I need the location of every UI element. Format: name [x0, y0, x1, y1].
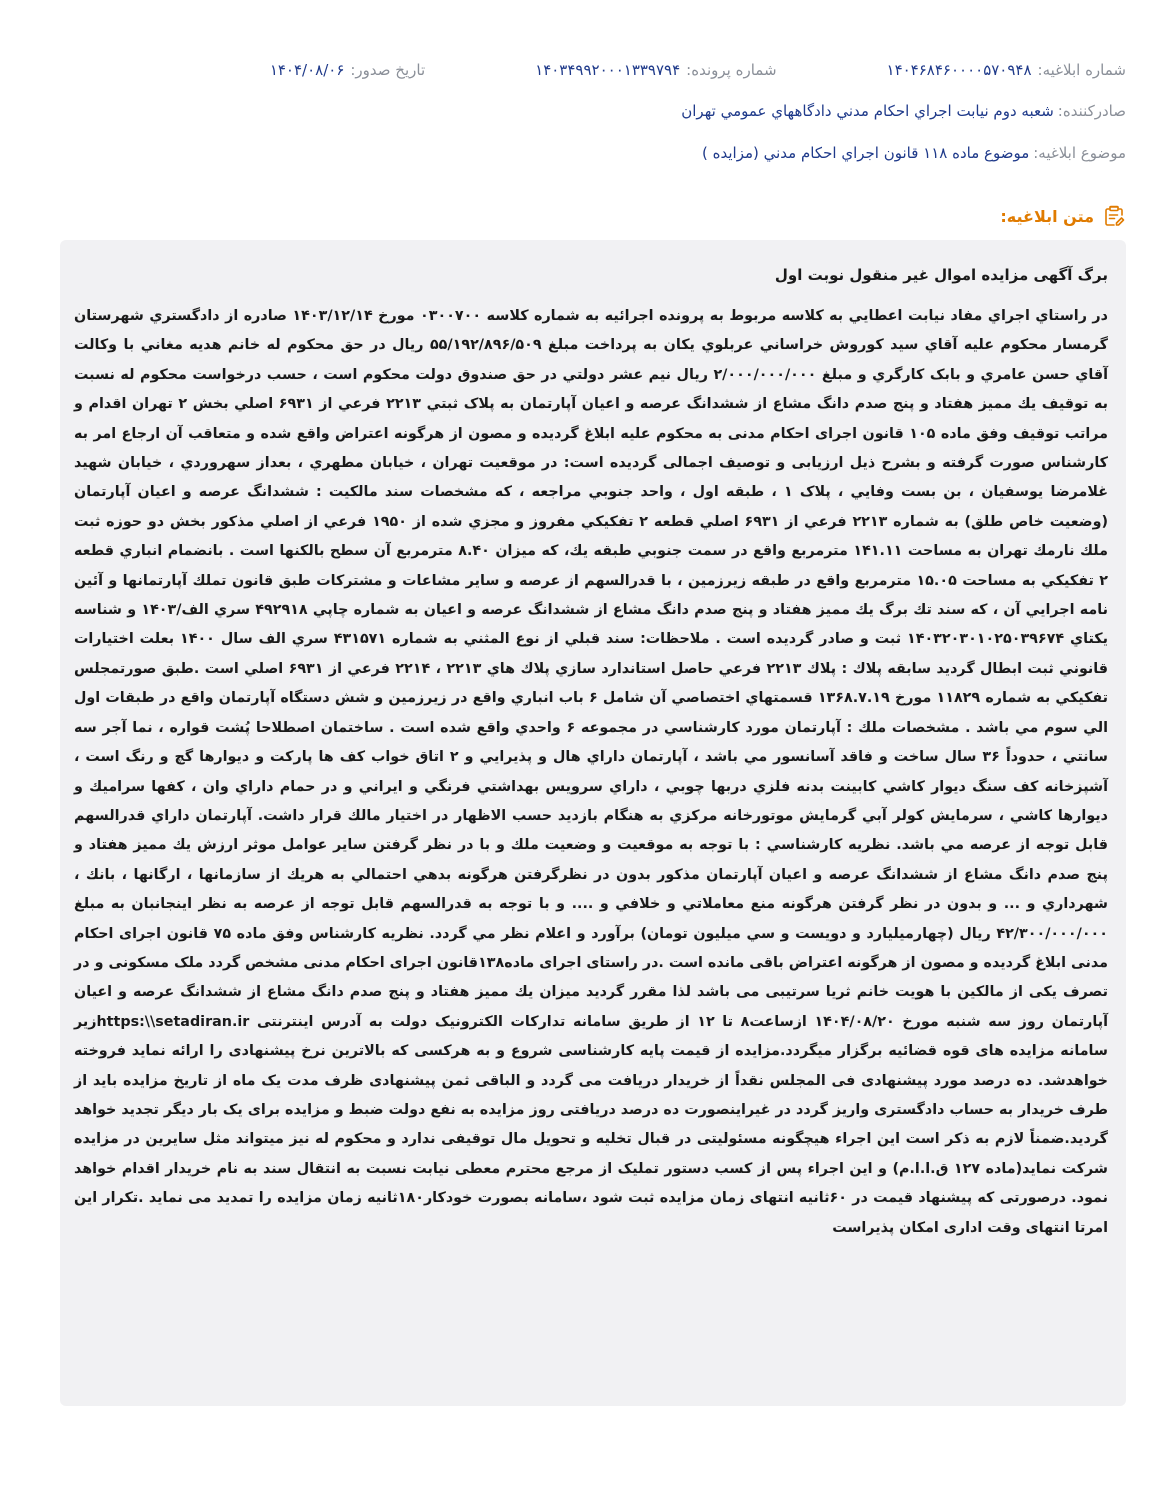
case-number	[535, 61, 776, 79]
notice-number	[887, 61, 1126, 79]
issuer-value: شعبه دوم نيابت اجراي احکام مدني دادگاههاي عمومي تهران	[681, 102, 1054, 120]
notice-number-value: ۱۴۰۴۶۸۴۶۰۰۰۰۵۷۰۹۴۸	[886, 61, 1032, 79]
case-number-value: ۱۴۰۳۴۹۹۲۰۰۰۱۳۳۹۷۹۴	[535, 61, 681, 79]
notice-number-label: شماره ابلاغیه:	[1037, 61, 1126, 79]
document-title: برگ آگهی مزايده اموال غير منقول نوبت اول	[774, 266, 1108, 284]
notice-text-heading-label: متن ابلاغیه:	[1000, 206, 1094, 226]
notice-meta-row	[48, 56, 1126, 84]
subject-label: موضوع ابلاغیه:	[1033, 144, 1126, 162]
subject-row	[48, 139, 1126, 167]
issuer-row	[48, 97, 1126, 125]
case-number-label: شماره پرونده:	[686, 61, 777, 79]
subject-value: موضوع ماده ۱۱۸ قانون اجراي احکام مدني (مزايده )	[702, 144, 1030, 162]
notice-text-box	[60, 240, 1126, 1406]
issue-date-value: ۱۴۰۴/۰۸/۰۶	[269, 61, 345, 79]
issue-date-label: تاریخ صدور:	[350, 61, 426, 79]
issue-date	[270, 61, 425, 79]
document-body: در راستاي اجراي مفاد نيابت اعطايي به کلاسه مربوط به پرونده اجرائيه به شماره کلاسه ۰۳۰۰۷۰۰ مورخ ۱۴۰۳/۱۲/۱۴ صادره از دادگستري شهرستان گرمسار محکوم عليه آقاي سيد کوروش خراساني عربلوي يکان به پرداخت مبلغ ۵۵/۱۹۲/۸۹۶/۵۰۹ ريال در حق محکوم له خانم هديه مغاني با وکالت آقاي حسن عامري و بابک کارگري و مبلغ ۲/۰۰۰/۰۰۰/۰۰۰ ريال نيم عشر دولتي در حق صندوق دولت محکوم است ، حسب درخواست محکوم له نسبت به توقيف يك مميز هفتاد و پنج صدم دانگ مشاع از ششدانگ عرصه و اعيان آپارتمان به پلاک ثبتي ۲۲۱۳ فرعي از ۶۹۳۱ اصلي بخش ۲ تهران اقدام و مراتب توقيف وفق ماده ۱۰۵ قانون اجرای احکام مدنی به محکوم علیه ابلاغ گردیده و مصون از هرگونه اعتراض واقع شده و متعاقب آن ارجاع امر به کارشناس صورت گرفته و بشرح ذيل ارزيابی و توصيف اجمالی گرديده است: در موقعيت تهران ، خيابان مطهري ، بعداز سهروردي ، خيابان شهيد غلامرضا يوسفيان ، بن بست وفايي ، پلاک ۱ ، طبقه اول ، واحد جنوبي مراجعه ، که مشخصات سند مالکيت : ششدانگ عرصه و اعيان آپارتمان (وضعيت خاص طلق) به شماره ۲۲۱۳ فرعي از ۶۹۳۱ اصلي قطعه ۲ تفکيکي مفروز و مجزي شده از ۱۹۵۰ فرعي از اصلي مذکور بخش دو حوزه ثبت ملك نارمك تهران به مساحت ۱۴۱.۱۱ مترمربع واقع در سمت جنوبي طبقه يك، که ميزان ۸.۴۰ مترمربع آن سطح بالکنها است . بانضمام انباري قطعه ۲ تفکيکي به مساحت ۱۵.۰۵ مترمربع واقع در طبقه زيرزمين ، با قدرالسهم از عرصه و ساير مشاعات و مشترکات طبق قانون تملك آپارتمانها و آئين نامه اجرايي آن ، که سند تك برگ يك مميز هفتاد و پنج صدم دانگ مشاع از ششدانگ عرصه و اعيان به شماره چاپي ۴۹۲۹۱۸ سري الف/۱۴۰۳ و شناسه يكتاي ۱۴۰۳۲۰۳۰۱۰۲۵۰۳۹۶۷۴ ثبت و صادر گرديده است . ملاحظات: سند قبلي از نوع المثني به شماره ۴۳۱۵۷۱ سري الف سال ۱۴۰۰ بعلت اختيارات قانوني ثبت ابطال گرديد سابقه پلاك : پلاك ۲۲۱۳ فرعي حاصل استاندارد سازي پلاك هاي ۲۲۱۳ ، ۲۲۱۴ فرعي از ۶۹۳۱ اصلي است .طبق صورتمجلس تفکيکي به شماره ۱۱۸۲۹ مورخ ۱۳۶۸.۷.۱۹ قسمتهاي اختصاصي آن شامل ۶ باب انباري واقع در زيرزمين و شش دستگاه آپارتمان واقع در طبقات اول الي سوم مي باشد . مشخصات ملك : آپارتمان مورد کارشناسي در مجموعه ۶ واحدي واقع شده است . ساختمان اصطلاحا پُشت قواره ، نما آجر سه سانتي ، حدوداً ۳۶ سال ساخت و فاقد آسانسور مي باشد ، آپارتمان داراي هال و پذيرايي و ۲ اتاق خواب کف ها پارکت و ديوارها گچ و رنگ است ، آشپزخانه کف سنگ ديوار کاشي کابينت بدنه فلزي دربها چوبي ، داراي سرويس بهداشتي فرنگي و ايراني و در حمام داراي وان ، کفها سراميك و ديوارها کاشي ، سرمايش کولر آبي گرمايش موتورخانه مرکزي به هنگام بازديد حسب الاظهار در اختيار مالك قرار داشت. آپارتمان داراي قدرالسهم قابل توجه از عرصه مي باشد. نظريه کارشناسي : با توجه به موقعيت و وضعيت ملك و با در نظر گرفتن ساير عوامل موثر ارزش يك مميز هفتاد و پنج صدم دانگ مشاع از ششدانگ عرصه و اعيان آپارتمان مذکور بدون در نظرگرفتن هرگونه بدهي احتمالي به هريك از سازمانها ، ارگانها ، بانك ، شهرداري و ... و بدون در نظر گرفتن هرگونه منع معاملاتي و خلافي و .... و با توجه به قدرالسهم قابل توجه از عرصه به نظر اينجانبان به مبلغ ۴۲/۳۰۰/۰۰۰/۰۰۰ ريال (چهارميليارد و دويست و سي ميليون تومان) برآورد و اعلام نظر مي گردد. نظریه کارشناس وفق ماده ۷۵ قانون اجرای احکام مدنی ابلاغ گردیده و مصون از هرگونه اعتراض باقی مانده است .در راستای اجرای ماده۱۳۸قانون اجرای احکام مدنی مشخص گردد ملک مسکونی و در تصرف یکی از مالکین با هویت خانم ثریا سرتیبی می باشد لذا مقرر گردید میزان يك مميز هفتاد و پنج صدم دانگ مشاع از ششدانگ عرصه و اعيان آپارتمان روز سه شنبه مورخ ۱۴۰۴/۰۸/۲۰ ازساعت۸ تا ۱۲ از طریق سامانه تدارکات الکترونیک دولت به آدرس اینترنتی https:\\setadiran.irزیر سامانه مزایده های قوه قضائیه برگزار میگردد.مزایده از قیمت پایه کارشناسی شروع و به هرکسی که بالاترین نرخ پیشنهادی را ارائه نماید فروخته خواهدشد. ده درصد مورد پیشنهادی فی المجلس نقداً از خریدار دریافت می گردد و الباقی ثمن پیشنهادی ظرف مدت یک ماه از تاریخ مزایده باید از طرف خریدار به حساب دادگستری واریز گردد در غیراینصورت ده درصد دریافتی روز مزایده به نفع دولت ضبط و مزایده برای یک بار دیگر تجدید خواهد گردید.ضمناً لازم به ذکر است این اجراء هیچگونه مسئولیتی در قبال تخلیه و تحویل مال توقیفی ندارد و محکوم له نیز میتواند مثل سایرین در مزایده شرکت نماید(ماده ۱۲۷ ق.ا.ا.م) و این اجراء پس از کسب دستور تملیک از مرجع محترم معطی نیابت نسبت به انتقال سند به نام خریدار اقدام خواهد نمود. درصورتی که پیشنهاد قیمت در ۶۰ثانیه انتهای زمان مزایده ثبت شود ،سامانه بصورت خودکار۱۸۰ثانیه زمان مزایده را تمدید می نماید .تکرار این امرتا انتهای وقت اداری امکان پذیراست	[74, 308, 1109, 1236]
notice-text-heading	[1000, 201, 1126, 231]
document-edit-icon	[1102, 204, 1126, 228]
issuer-label: صادرکننده:	[1057, 102, 1126, 120]
